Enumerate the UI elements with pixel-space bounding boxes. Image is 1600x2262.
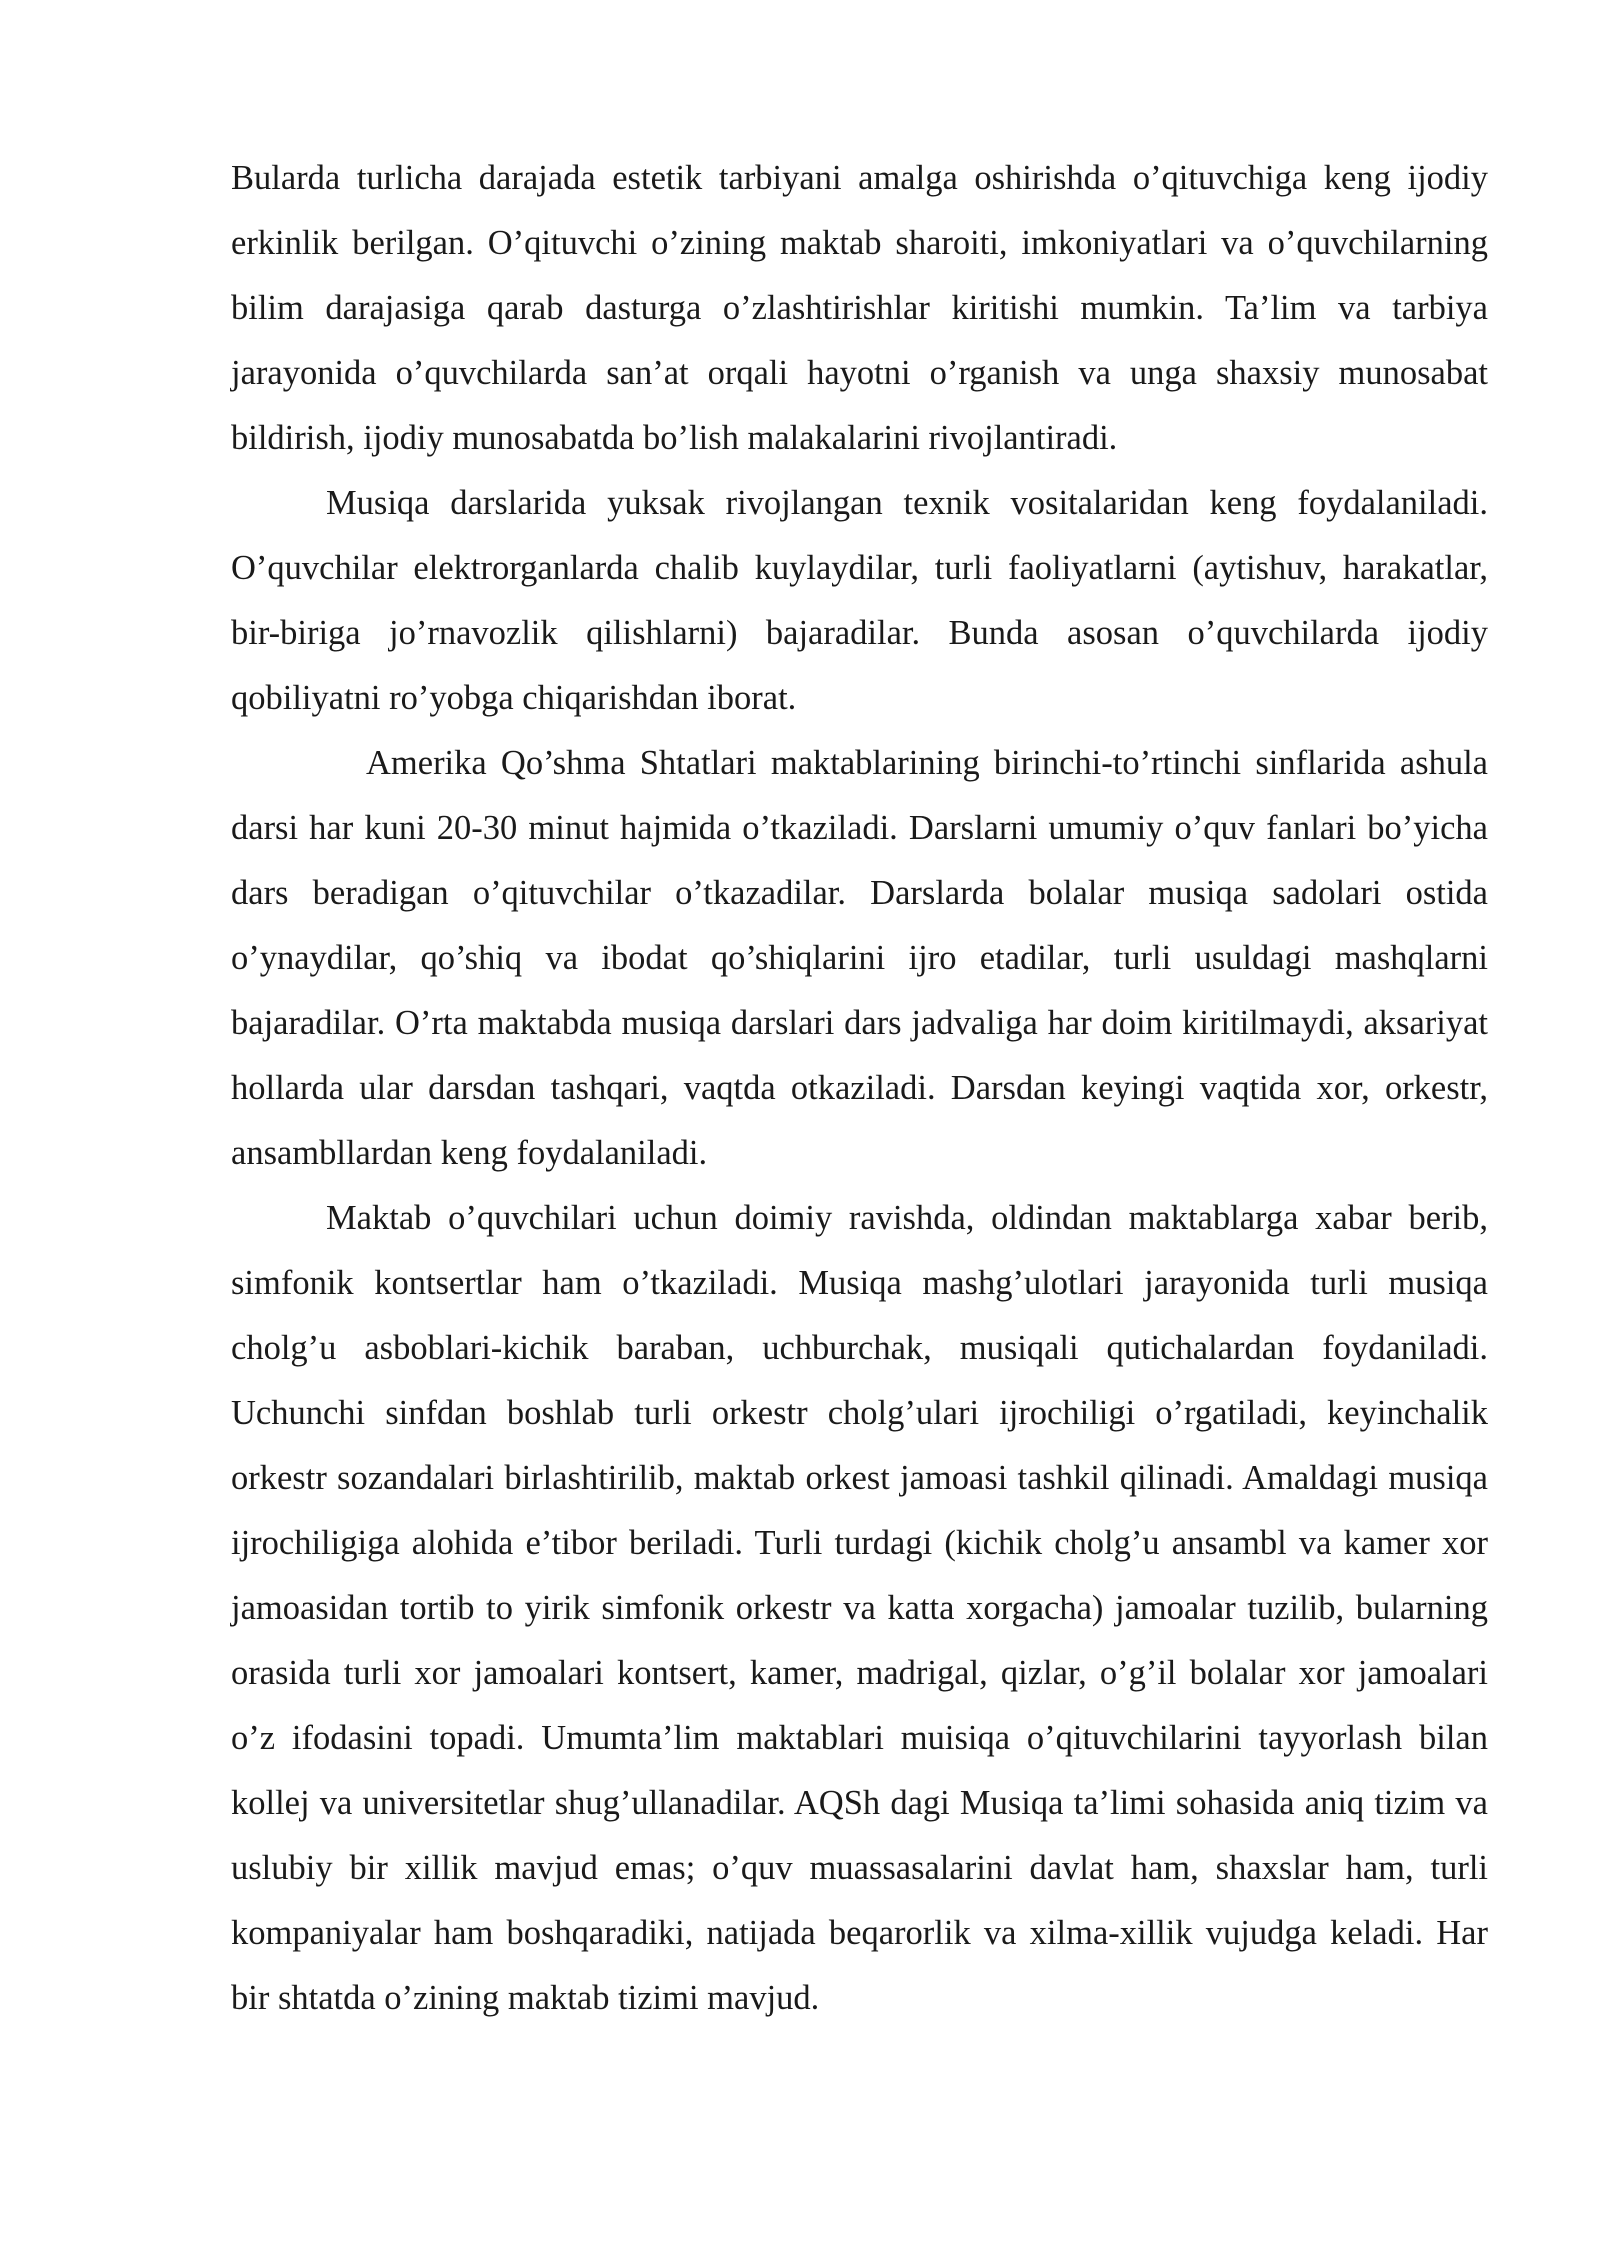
paragraph-symphonic-concerts: Maktab o’quvchilari uchun doimiy ravishda, oldindan maktablarga xabar berib, simfonik kontsertlar ham o’tkaziladi. Musiqa mashg’ulotlari jarayonida turli musiqa cholg’u asboblari-kichik baraban, uchburchak, musiqali qutichalardan foydaniladi. Uchunchi sinfdan boshlab turli orkestr cholg’ulari ijrochiligi o’rgatiladi, keyinchalik orkestr sozandalari birlashtirilib, maktab orkest jamoasi tashkil qilinadi. Amaldagi musiqa ijrochiligiga alohida e’tibor beriladi. Turli turdagi (kichik cholg’u ansambl va kamer xor jamoasidan tortib to yirik simfonik orkestr va katta xorgacha) jamoalar tuzilib, bularning orasida turli xor jamoalari kontsert, kamer, madrigal, qizlar, o’g’il bolalar xor jamoalari o’z ifodasini topadi. Umumta’lim maktablari muisiqa o’qituvchilarini tayyorlash bilan kollej va universitetlar shug’ullanadilar. AQSh dagi Musiqa ta’limi sohasida aniq tizim va uslubiy bir xillik mavjud emas; o’quv muassasalarini davlat ham, shaxslar ham, turli kompaniyalar ham boshqaradiki, natijada beqarorlik va xilma-xillik vujudga keladi. Har bir shtatda o’zining maktab tizimi mavjud. (231, 1199, 1488, 2017)
paragraph-usa-schools: Amerika Qo’shma Shtatlari maktablarining birinchi-to’rtinchi sinflarida ashula darsi har kuni 20-30 minut hajmida o’tkaziladi. Darslarni umumiy o’quv fanlari bo’yicha dars beradigan o’qituvchilar o’tkazadilar. Darslarda bolalar musiqa sadolari ostida o’ynaydilar, qo’shiq va ibodat qo’shiqlarini ijro etadilar, turli usuldagi mashqlarni bajaradilar. O’rta maktabda musiqa darslari dars jadvaliga har doim kiritilmaydi, aksariyat hollarda ular darsdan tashqari, vaqtda otkaziladi. Darsdan keyingi vaqtida xor, orkestr, ansambllardan keng foydalaniladi. (231, 744, 1488, 1172)
paragraph-aesthetic-education: Bularda turlicha darajada estetik tarbiyani amalga oshirishda o’qituvchiga keng ijodiy erkinlik berilgan. O’qituvchi o’zining maktab sharoiti, imkoniyatlari va o’quvchilarning bilim darajasiga qarab dasturga o’zlashtirishlar kiritishi mumkin. Ta’lim va tarbiya jarayonida o’quvchilarda san’at orqali hayotni o’rganish va unga shaxsiy munosabat bildirish, ijodiy munosabatda bo’lish malakalarini rivojlantiradi. (231, 159, 1488, 457)
document-body (231, 146, 1488, 2031)
paragraph-music-lessons-technology: Musiqa darslarida yuksak rivojlangan texnik vositalaridan keng foydalaniladi. O’quvchilar elektrorganlarda chalib kuylaydilar, turli faoliyatlarni (aytishuv, harakatlar, bir-biriga jo’rnavozlik qilishlarni) bajaradilar. Bunda asosan o’quvchilarda ijodiy qobiliyatni ro’yobga chiqarishdan iborat. (231, 484, 1488, 717)
